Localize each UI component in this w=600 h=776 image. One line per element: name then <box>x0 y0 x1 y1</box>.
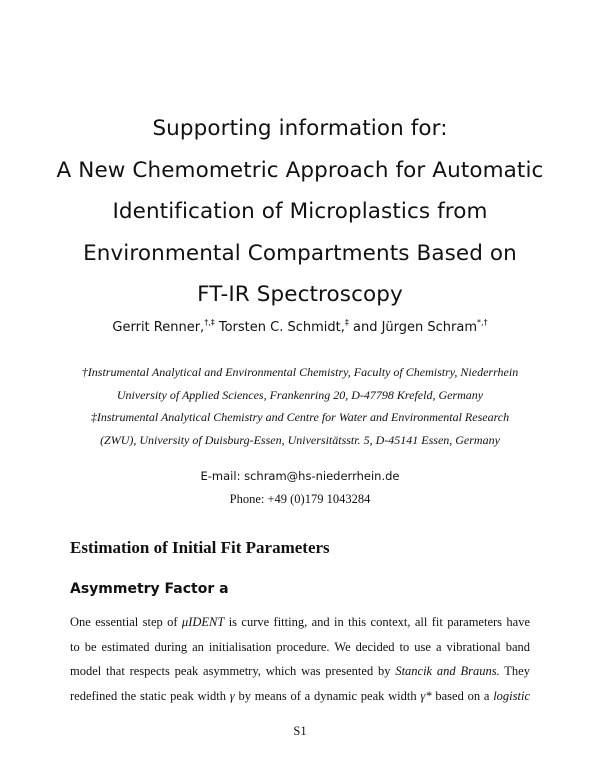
affiliation-line: University of Applied Sciences, Frankenring 20, D-47798 Krefeld, Germany <box>116 387 484 402</box>
title-line: Environmental Compartments Based on <box>83 240 517 266</box>
software-name: μIDENT <box>181 615 225 629</box>
author-name: Gerrit Renner, <box>112 320 205 335</box>
author-affiliation-mark: †,‡ <box>204 318 215 327</box>
page-number: S1 <box>293 724 307 738</box>
emphasized-term: logistic <box>493 688 530 703</box>
contact-phone: Phone: +49 (0)179 1043284 <box>229 492 371 506</box>
text-run: One essential step of <box>70 615 182 629</box>
affiliations <box>60 361 540 451</box>
text-run: redefined the static peak width <box>70 688 230 703</box>
body-paragraph <box>70 610 530 708</box>
affiliation-line: ‡Instrumental Analytical Chemistry and Centre for Water and Environmental Research <box>90 410 510 424</box>
title-line: Supporting information for: <box>152 116 448 141</box>
text-run: model that respects peak asymmetry, which was presented by <box>70 664 396 678</box>
title-line: Identification of Microplastics from <box>112 199 488 224</box>
text-run: is curve fitting, and in this context, all fit parameters have <box>224 615 530 629</box>
text-run: based on a <box>431 688 494 703</box>
paragraph-line: to be estimated during an initialisation procedure. We decided to use a vibrational band <box>70 639 530 654</box>
math-symbol: γ* <box>420 688 432 703</box>
author-affiliation-mark: ‡ <box>344 318 349 327</box>
text-run: by means of a dynamic peak width <box>234 688 421 703</box>
section-heading: Estimation of Initial Fit Parameters <box>70 538 330 557</box>
paper-title <box>0 108 600 316</box>
subsection-heading: Asymmetry Factor a <box>70 581 229 597</box>
text-run: They <box>499 664 530 678</box>
paragraph-line <box>70 659 530 684</box>
paragraph-line <box>70 684 530 709</box>
title-line: FT-IR Spectroscopy <box>197 282 403 307</box>
paragraph-line <box>70 610 530 635</box>
author-list <box>0 320 600 335</box>
title-line: A New Chemometric Approach for Automatic <box>56 157 544 183</box>
author-affiliation-mark: *,† <box>477 318 488 327</box>
affiliation-line: (ZWU), University of Duisburg-Essen, Universitätsstr. 5, D-45141 Essen, Germany <box>100 432 500 447</box>
author-name: and Jürgen Schram <box>348 320 478 335</box>
math-symbol: γ <box>229 688 235 703</box>
author-name: Torsten C. Schmidt, <box>214 320 345 335</box>
contact-email: E-mail: schram@hs-niederrhein.de <box>200 469 400 483</box>
affiliation-line: †Instrumental Analytical and Environmental Chemistry, Faculty of Chemistry, Niederrhein <box>81 365 519 379</box>
cited-authors: Stancik and Brauns. <box>395 664 500 678</box>
